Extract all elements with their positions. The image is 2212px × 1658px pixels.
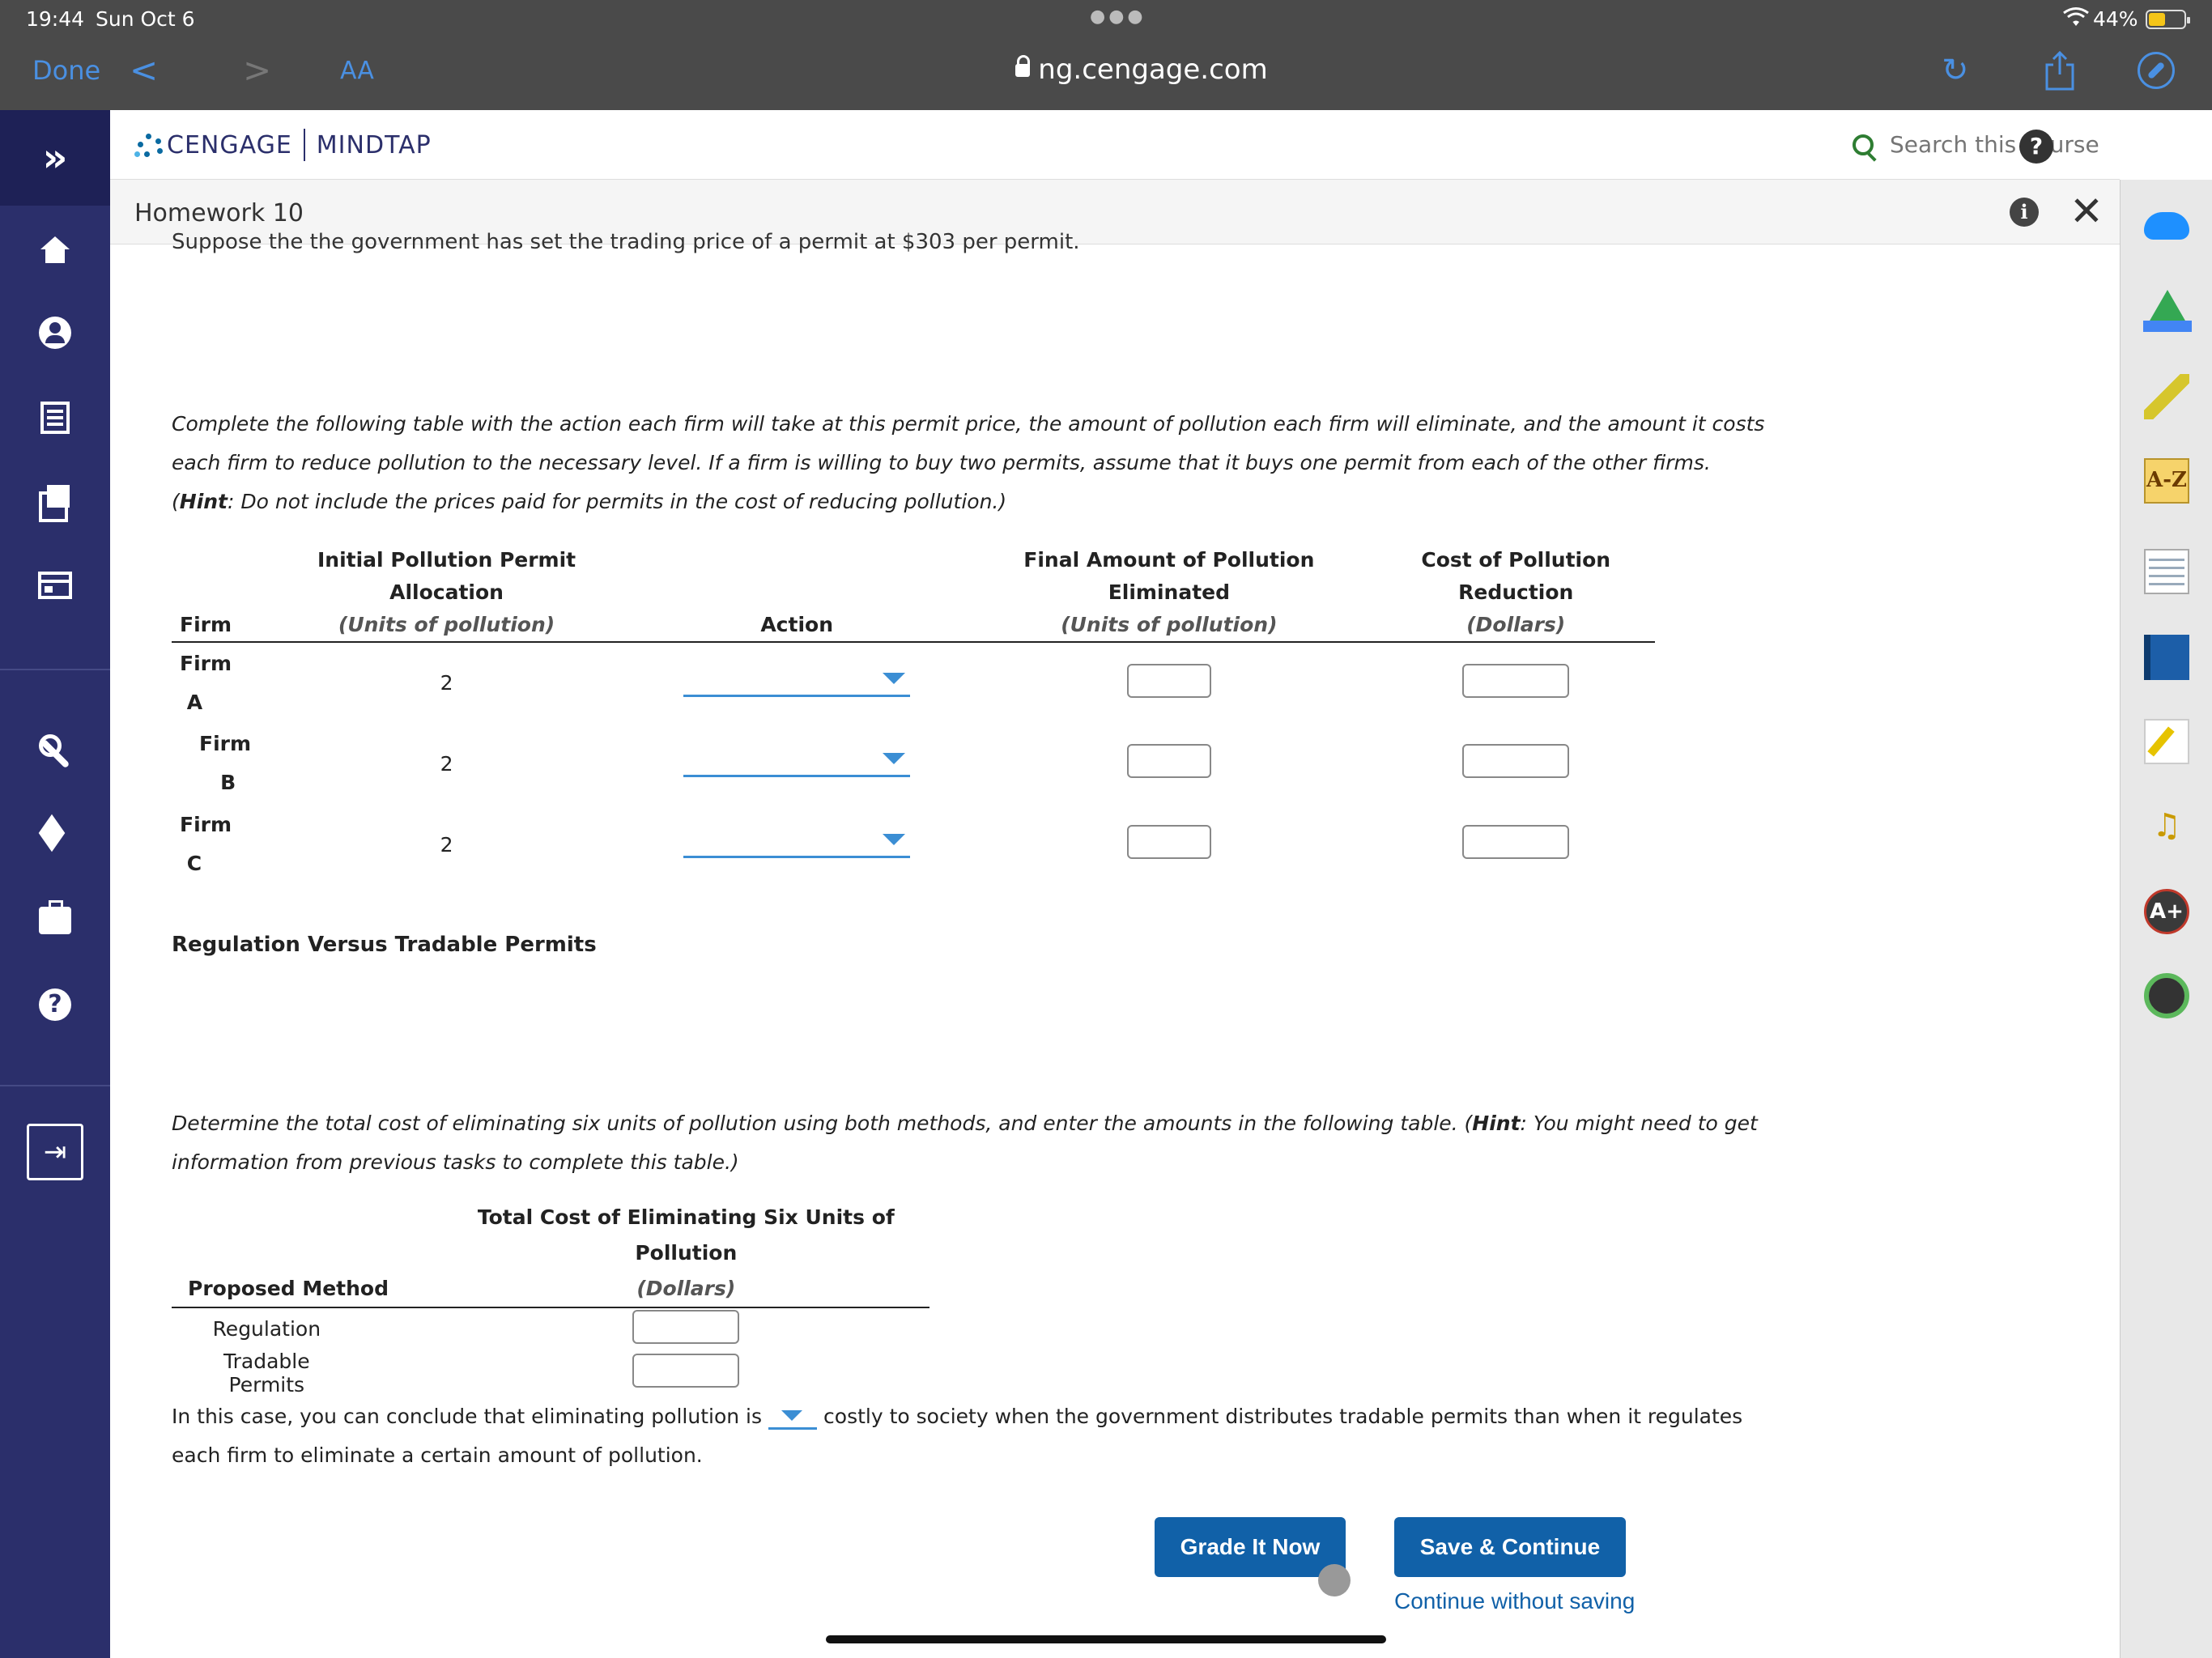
grades-nav-item[interactable]: [0, 800, 110, 873]
compass-icon[interactable]: [2138, 52, 2175, 89]
help-icon: ?: [39, 988, 71, 1021]
help-button[interactable]: ?: [2019, 130, 2053, 164]
onedrive-icon[interactable]: [2144, 212, 2189, 240]
status-time: 19:44: [26, 7, 85, 31]
cards-nav-item[interactable]: [0, 549, 110, 622]
continue-without-saving-link[interactable]: Continue without saving: [1394, 1588, 1636, 1613]
notebook-nav-item[interactable]: [0, 381, 110, 454]
profile-nav-item[interactable]: [0, 296, 110, 369]
cost-input[interactable]: [1462, 744, 1569, 778]
allocation-value: 2: [440, 671, 453, 695]
app-tray: [2120, 180, 2212, 1658]
briefcase-icon: [39, 907, 71, 934]
final-eliminated-input[interactable]: [1127, 744, 1211, 778]
action-dropdown[interactable]: [683, 665, 910, 697]
nav-divider: [0, 1085, 110, 1086]
info-icon[interactable]: i: [2010, 198, 2039, 227]
assignment-content: [110, 230, 2120, 1658]
app-header: [110, 110, 2120, 180]
back-icon[interactable]: <: [130, 50, 159, 90]
save-continue-button[interactable]: Save & Continue: [1394, 1517, 1626, 1577]
wrench-icon: [37, 733, 73, 768]
done-button[interactable]: Done: [32, 55, 101, 86]
tools-nav-item[interactable]: [0, 714, 110, 787]
ebook-icon[interactable]: [2144, 635, 2189, 680]
conclusion-sentence: In this case, you can conclude that eliminating pollution is costly to society when the government distributes tradable permits than when it regulates each firm to eliminate a certain amount of pollution.: [172, 1405, 1743, 1467]
address-bar[interactable]: [972, 53, 1312, 86]
action-dropdown[interactable]: [683, 745, 910, 777]
final-eliminated-input[interactable]: [1127, 825, 1211, 859]
table-row: [172, 804, 1655, 885]
reload-icon[interactable]: ↻: [1942, 52, 1969, 89]
allocation-value: 2: [440, 751, 453, 776]
firm-label: Firm B: [199, 732, 252, 794]
user-icon: [39, 317, 71, 349]
flashcards-nav-item[interactable]: [0, 465, 110, 538]
lock-icon: [1015, 64, 1030, 77]
allocation-value: 2: [440, 832, 453, 857]
cost-input[interactable]: [1462, 825, 1569, 859]
table-row: [172, 1350, 929, 1397]
share-icon[interactable]: [2044, 50, 2076, 91]
table-row: [172, 723, 1655, 804]
forward-icon[interactable]: >: [243, 50, 272, 90]
expand-nav-button[interactable]: »: [0, 110, 110, 206]
col-total-cost: Total Cost of Eliminating Six Units of Pollution (Dollars): [477, 1205, 895, 1300]
partial-prompt-text: Suppose the the government has set the trading price of a permit at $303 per permit.: [172, 230, 1080, 254]
touch-indicator: [1318, 1564, 1351, 1596]
col-action: Action: [760, 613, 833, 636]
help-nav-item[interactable]: [0, 968, 110, 1041]
notebook-icon: [40, 402, 70, 434]
wifi-icon: [2063, 8, 2089, 28]
search-icon: [1853, 134, 1874, 155]
career-nav-item[interactable]: [0, 884, 110, 957]
table-row: [172, 1307, 929, 1350]
nav-divider: [0, 669, 110, 670]
text-size-button[interactable]: AA: [340, 57, 374, 85]
aplus-icon[interactable]: A+: [2144, 889, 2189, 934]
url-text: ng.cengage.com: [1038, 53, 1268, 86]
grade-it-now-button[interactable]: Grade It Now: [1155, 1517, 1346, 1577]
pen-icon[interactable]: [2144, 374, 2189, 419]
method-label: Regulation: [212, 1317, 321, 1341]
highlight-icon[interactable]: [2144, 719, 2189, 764]
logo-dots-icon: [134, 129, 167, 161]
permit-action-table: [172, 544, 1655, 885]
avatar-icon[interactable]: [2144, 973, 2189, 1018]
firm-label: Firm C: [180, 813, 232, 875]
logo-separator: [304, 129, 305, 161]
stack-icon: [39, 485, 71, 517]
search-input[interactable]: [1890, 131, 2108, 158]
home-indicator[interactable]: [826, 1635, 1386, 1643]
glossary-az-icon[interactable]: A-Z: [2144, 458, 2189, 504]
battery-percent: 44%: [2093, 7, 2138, 31]
home-icon: [40, 236, 70, 264]
graduation-cap-icon: [37, 822, 73, 851]
assignment-title: Homework 10: [134, 199, 304, 227]
card-icon: [38, 572, 72, 599]
browser-toolbar: [0, 39, 2212, 110]
total-cost-table: [172, 1200, 929, 1397]
read-aloud-icon[interactable]: ♫: [2152, 807, 2181, 844]
notes-icon[interactable]: [2144, 549, 2189, 594]
regulation-cost-input[interactable]: [632, 1310, 739, 1344]
col-allocation: Initial Pollution Permit Allocation (Units of pollution): [317, 548, 576, 636]
close-icon[interactable]: ✕: [2069, 188, 2104, 235]
col-firm: Firm: [180, 613, 232, 636]
firm-label: Firm A: [180, 651, 232, 714]
col-final-eliminated: Final Amount of Pollution Eliminated (Units of pollution): [1023, 548, 1315, 636]
cengage-logo[interactable]: [134, 126, 432, 164]
method-label: Tradable Permits: [223, 1350, 310, 1397]
instructions-paragraph: Complete the following table with the action each firm will take at this permit price, the amount of pollution each firm will eliminate, and the amount it costs each firm to reduce pollution to the necessary level. If a firm is willing to buy two permits, assume that it buys one permit from each of the other firms. (Hint: Do not include the prices paid for permits in the cost of reducing pollution.): [172, 412, 1765, 513]
logout-icon: ⇥: [27, 1124, 83, 1180]
section-heading: Regulation Versus Tradable Permits: [172, 933, 597, 957]
status-date: Sun Oct 6: [96, 7, 195, 31]
left-nav: [0, 110, 110, 1658]
cost-input[interactable]: [1462, 664, 1569, 698]
instructions-paragraph: Determine the total cost of eliminating six units of pollution using both methods, and enter the amounts in the following table. (Hint: You might need to get information from previous tasks to complete this table.): [172, 1112, 1758, 1174]
final-eliminated-input[interactable]: [1127, 664, 1211, 698]
course-search[interactable]: [1853, 131, 2108, 158]
col-cost: Cost of Pollution Reduction (Dollars): [1421, 548, 1611, 636]
comparison-dropdown[interactable]: [768, 1405, 817, 1430]
battery-icon: [2146, 10, 2186, 29]
google-drive-icon[interactable]: [2143, 290, 2192, 332]
status-bar: [0, 0, 2212, 39]
action-dropdown[interactable]: [683, 826, 910, 858]
logout-nav-item[interactable]: [0, 1107, 110, 1197]
brand-name: CENGAGE: [167, 130, 292, 159]
tradable-permits-cost-input[interactable]: [632, 1354, 739, 1388]
table-row: [172, 642, 1655, 723]
col-method: Proposed Method: [188, 1277, 389, 1300]
multitask-dots-icon[interactable]: ●●●: [1090, 6, 1146, 27]
product-name: MINDTAP: [316, 130, 432, 159]
home-nav-item[interactable]: [0, 214, 110, 287]
